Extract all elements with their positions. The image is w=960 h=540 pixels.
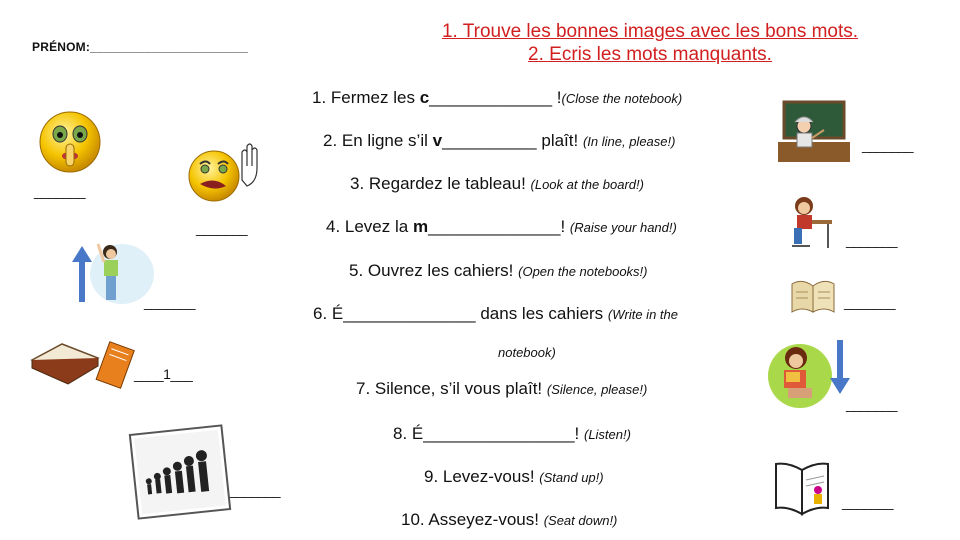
shush-smiley-icon bbox=[36, 108, 106, 174]
name-label: PRÉNOM:_______________________ bbox=[32, 40, 249, 54]
book-figure-icon bbox=[772, 460, 832, 516]
worksheet-title bbox=[370, 20, 930, 66]
open-book-icon bbox=[788, 278, 838, 314]
hand-up-kid-icon bbox=[70, 240, 160, 306]
answer-blank-line-people[interactable]: _______ bbox=[229, 482, 281, 498]
people-line-icon bbox=[130, 426, 230, 518]
instruction-2: 2. En ligne s’il v__________ plaît! (In line, please!) bbox=[323, 131, 676, 150]
instruction-4: 4. Levez la m______________! (Raise your hand!) bbox=[326, 217, 677, 236]
instruction-1: 1. Fermez les c_____________ !(Close the notebook) bbox=[312, 88, 683, 107]
answer-blank-reading-kid[interactable]: _______ bbox=[846, 396, 898, 412]
instruction-6: 6. É______________ dans les cahiers (Write in the bbox=[313, 304, 678, 323]
answer-blank-book-person[interactable]: _______ bbox=[842, 494, 894, 510]
answer-blank-student-desk[interactable]: _______ bbox=[846, 232, 898, 248]
answer-blank-shush[interactable]: _______ bbox=[34, 183, 86, 199]
instruction-7: 7. Silence, s’il vous plaît! (Silence, please!) bbox=[356, 379, 648, 398]
hand-raise-smiley-icon bbox=[186, 140, 266, 204]
answer-blank-open-book[interactable]: _______ bbox=[844, 294, 896, 310]
instruction-8: 8. É________________! (Listen!) bbox=[393, 424, 631, 443]
title-line-2: 2. Ecris les mots manquants. bbox=[528, 44, 772, 65]
instruction-6-continued: notebook) bbox=[498, 345, 556, 360]
answer-blank-writing-notebook[interactable]: ____1___ bbox=[134, 366, 193, 382]
answer-blank-hand-up-kid[interactable]: _______ bbox=[144, 294, 196, 310]
instruction-5: 5. Ouvrez les cahiers! (Open the notebooks!) bbox=[349, 261, 648, 280]
answer-blank-board[interactable]: _______ bbox=[862, 137, 914, 153]
reading-kid-icon bbox=[764, 340, 854, 410]
answer-blank-hand[interactable]: _______ bbox=[196, 220, 248, 236]
instruction-3: 3. Regardez le tableau! (Look at the board!) bbox=[350, 174, 644, 193]
notebook-writing-icon bbox=[30, 340, 134, 392]
instruction-9: 9. Levez-vous! (Stand up!) bbox=[424, 467, 604, 486]
student-desk-icon bbox=[786, 190, 834, 250]
teacher-board-icon bbox=[778, 100, 850, 164]
title-line-1: 1. Trouve les bonnes images avec les bons mots. bbox=[441, 21, 859, 42]
instruction-10: 10. Asseyez-vous! (Seat down!) bbox=[401, 510, 618, 529]
